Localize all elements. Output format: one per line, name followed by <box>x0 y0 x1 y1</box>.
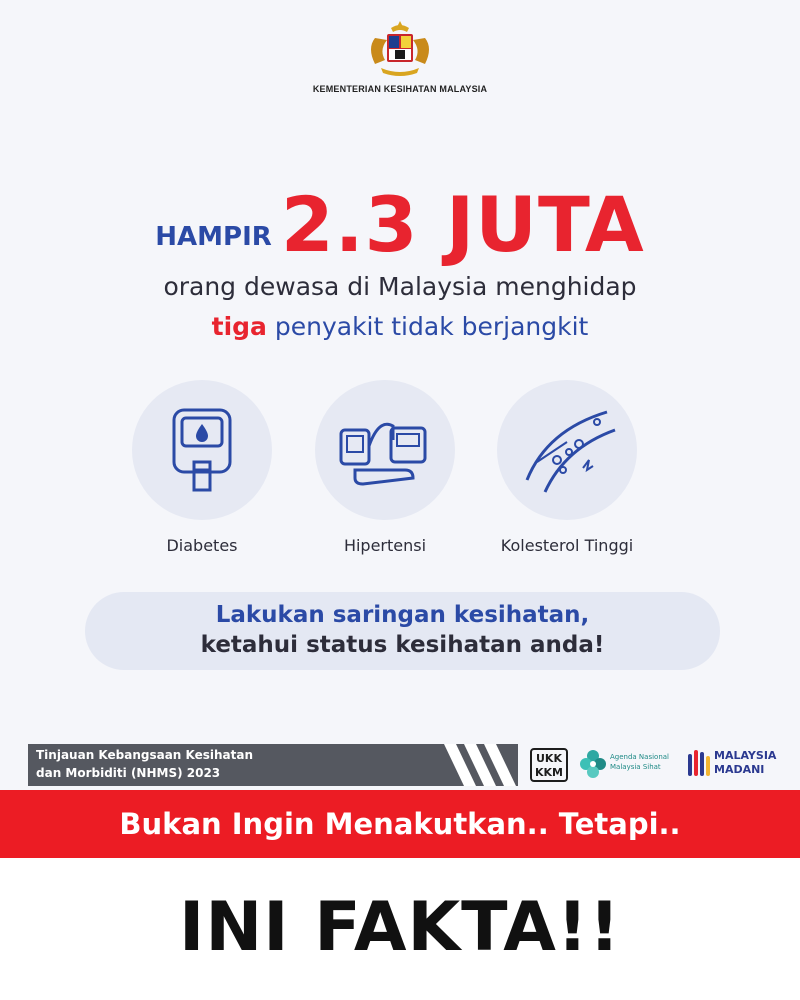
subtitle-highlight: tiga <box>211 312 267 341</box>
cta-line1: Lakukan saringan kesihatan, <box>215 602 590 628</box>
condition-label: Hipertensi <box>343 536 427 555</box>
survey-line1: Tinjauan Kebangsaan Kesihatan <box>36 748 254 762</box>
subtitle-line2 <box>0 312 800 341</box>
clogged-artery-icon <box>517 400 617 500</box>
subtitle-line1: orang dewasa di Malaysia menghidap <box>163 272 637 301</box>
conditions-row <box>0 380 800 560</box>
glucose-meter-icon <box>152 400 252 500</box>
headline-prefix: HAMPIR <box>155 222 272 252</box>
red-banner <box>0 790 800 858</box>
headline <box>0 180 800 269</box>
malaysia-madani-logo: MALAYSIA MADANI <box>686 746 786 784</box>
subtitle-rest: penyakit tidak berjangkit <box>274 312 589 341</box>
ukk-kkm-logo: UKK KKM <box>530 748 568 782</box>
condition-label: Diabetes <box>166 536 238 555</box>
condition-label: Kolesterol Tinggi <box>500 536 634 555</box>
stripes-decoration <box>430 744 520 786</box>
condition-cholesterol <box>477 380 657 555</box>
malaysia-coat-of-arms-icon <box>355 18 445 78</box>
agenda-nasional-logo: Agenda Nasional Malaysia Sihat <box>578 746 682 784</box>
condition-hypertension <box>295 380 475 555</box>
bottom-caption <box>0 858 800 1000</box>
blood-pressure-monitor-icon <box>335 400 435 500</box>
condition-diabetes <box>112 380 292 555</box>
headline-number: 2.3 JUTA <box>280 180 645 269</box>
fakta-text: INI FAKTA!! <box>179 888 621 967</box>
banner-text: Bukan Ingin Menakutkan.. Tetapi.. <box>119 807 681 841</box>
survey-line2: dan Morbiditi (NHMS) 2023 <box>36 766 221 780</box>
condition-circle <box>497 380 637 520</box>
poster-footer <box>0 740 800 788</box>
survey-title <box>36 746 336 782</box>
condition-circle <box>132 380 272 520</box>
ministry-name: KEMENTERIAN KESIHATAN MALAYSIA <box>312 84 488 94</box>
call-to-action <box>85 592 720 670</box>
flower-icon <box>578 746 608 782</box>
cta-line2: ketahui status kesihatan anda! <box>200 632 605 658</box>
madani-hand-icon <box>686 746 712 782</box>
condition-circle <box>315 380 455 520</box>
